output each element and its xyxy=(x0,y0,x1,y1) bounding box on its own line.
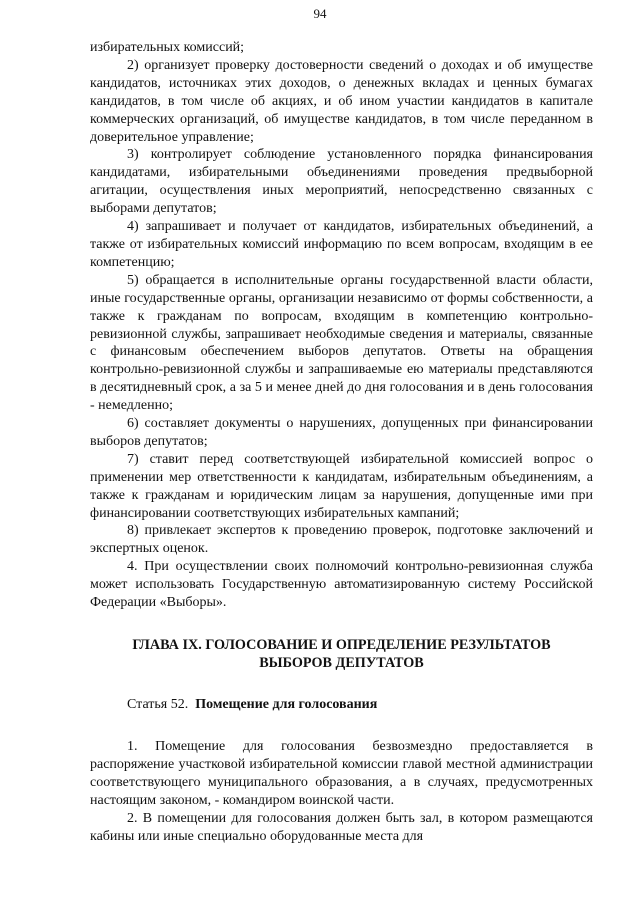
paragraph-item-4: 4) запрашивает и получает от кандидатов, избирательных объединений, а также от избирательных комиссий информацию по всем вопросам, входящим в ее компетенцию; xyxy=(90,219,593,270)
paragraph-point-4: 4. При осуществлении своих полномочий контрольно-ревизионная служба может использовать Государственную автоматизированную систему Российской Федерации «Выборы». xyxy=(90,559,593,611)
article-body xyxy=(90,738,593,845)
article-name: Помещение для голосования xyxy=(195,697,378,712)
paragraph-item-2: 2) организует проверку достоверности сведений о доходах и об имуществе кандидатов, источниках этих доходов, о денежных вкладах и ценных бумагах кандидатов, в том числе об акциях, и об ином участии кандидатов в капитале коммерческих организаций, об имуществе кандидатов, в том числе переданном в доверительное управление; xyxy=(90,57,593,145)
article-number: Статья 52. xyxy=(127,697,189,712)
paragraph-item-7: 7) ставит перед соответствующей избирательной комиссией вопрос о применении мер ответственности к кандидатам, избирательным объединениям, а также к гражданам и юридическим лицам за нарушения, допущенные ими при финансировании соответствующих избирательных кампаний; xyxy=(90,451,593,521)
page-number: 94 xyxy=(313,6,327,21)
paragraph-item-8: 8) привлекает экспертов к проведению проверок, подготовке заключений и экспертных оценок. xyxy=(90,523,593,557)
chapter-title-line-2: ВЫБОРОВ ДЕПУТАТОВ xyxy=(259,655,424,671)
paragraph-item-5: 5) обращается в исполнительные органы государственной власти области, иные государственные органы, организации независимо от формы собственности, а также к гражданам по вопросам, входящим в компетенцию контрольно-ревизионной службы, запрашивает необходимые сведения и материалы, связанные с финансовым обеспечением выборов депутатов. Ответы на обращения контрольно-ревизионной службы и запрашиваемые ею материалы представляются в десятидневный срок, а за 5 и менее дней до дня голосования и в день голосования - немедленно; xyxy=(90,272,593,414)
paragraph-continuation: избирательных комиссий; xyxy=(90,40,245,55)
chapter-title xyxy=(90,636,593,672)
chapter-title-line-1: ГЛАВА IX. ГОЛОСОВАНИЕ И ОПРЕДЕЛЕНИЕ РЕЗУЛЬТАТОВ xyxy=(132,637,551,653)
article-paragraph-1: 1. Помещение для голосования безвозмездно предоставляется в распоряжение участковой избирательной комиссии главой местной администрации соответствующего муниципального образования, а в случаях, предусмотренных настоящим законом, - командиром воинской части. xyxy=(90,739,593,808)
paragraph-item-6: 6) составляет документы о нарушениях, допущенных при финансировании выборов депутатов; xyxy=(90,416,593,449)
document-body xyxy=(90,39,593,845)
article-heading xyxy=(90,696,593,714)
article-paragraph-2: 2. В помещении для голосования должен быть зал, в котором размещаются кабины или иные специально оборудованные места для xyxy=(90,810,593,844)
paragraph-item-3: 3) контролирует соблюдение установленного порядка финансирования кандидатами, избирательными объединениями проведения предвыборной агитации, осуществления иных мероприятий, непосредственно связанных с выборами депутатов; xyxy=(90,147,593,217)
